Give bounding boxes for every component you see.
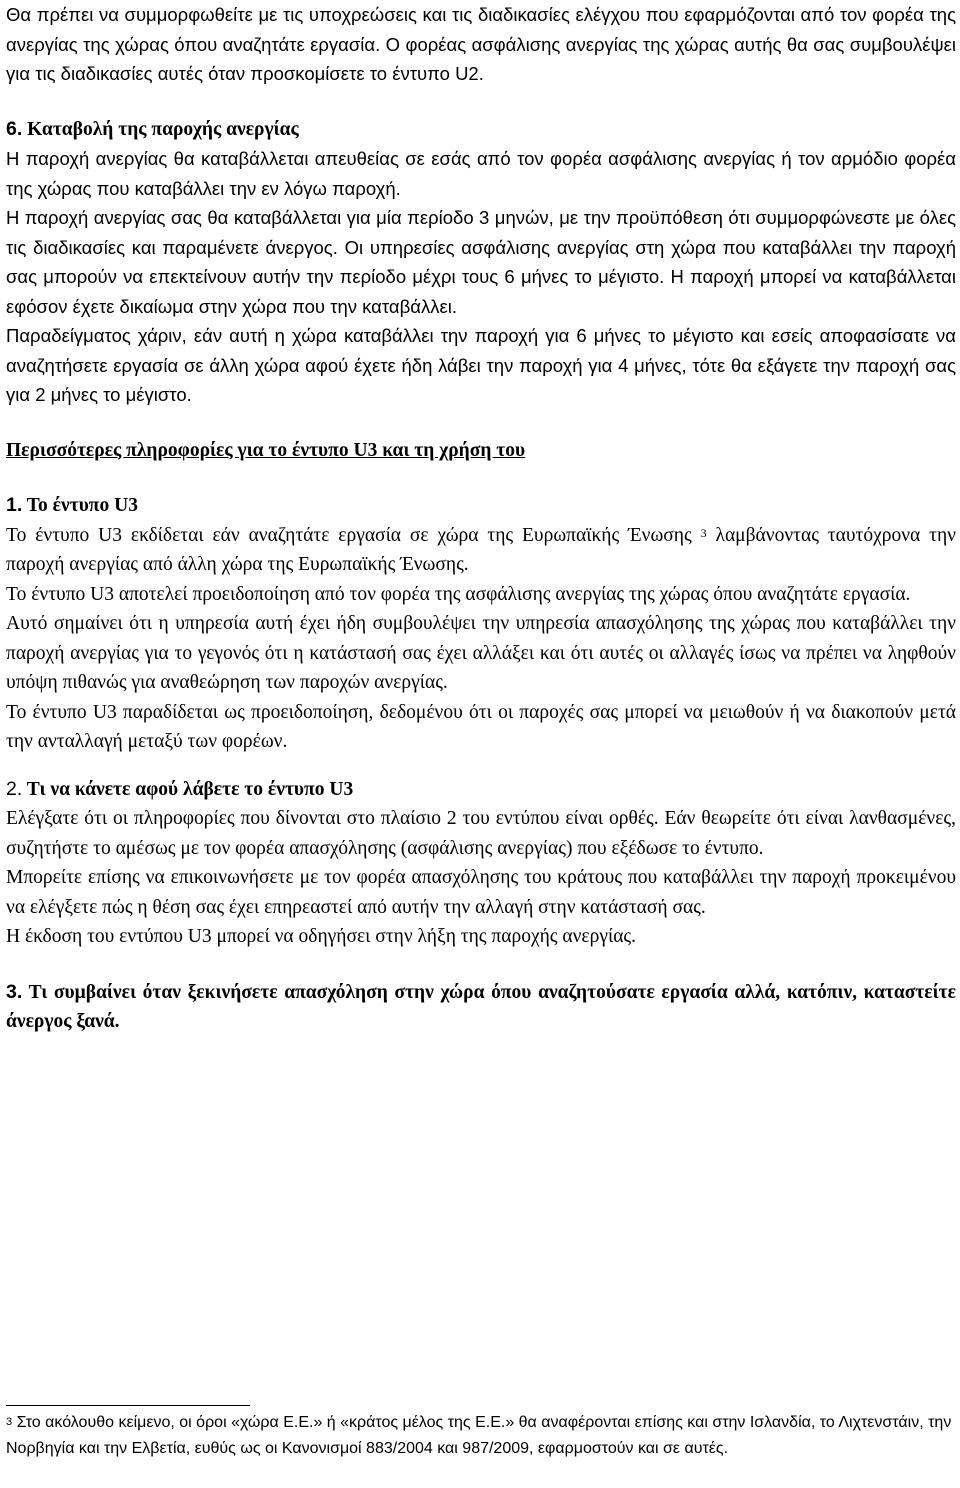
section-6-title: Καταβολή της παροχής ανεργίας xyxy=(27,118,299,140)
section-3-number: 3. xyxy=(6,980,23,1003)
section-3-heading xyxy=(6,978,956,1037)
section-1-title: Το έντυπο U3 xyxy=(26,495,138,516)
section-2-paragraph-2: Μπορείτε επίσης να επικοινωνήσετε με τον φορέα απασχόλησης του κράτους που καταβάλλει την παροχή προκειμένου να ελέγξετε πώς η θέση σας έχει επηρεαστεί από αυτήν την αλλαγή στην κατάστασή σας. xyxy=(6,867,956,918)
section-2-paragraph-1: Ελέγξατε ότι οι πληροφορίες που δίνονται στο πλαίσιο 2 του εντύπου είναι ορθές. Εάν θεωρείτε ότι είναι λανθασμένες, συζητήστε το αμέσως με τον φορέα απασχόλησης (ασφάλισης ανεργίας) που εξέδωσε το έντυπο. xyxy=(6,808,956,859)
section-1-paragraph-2: Το έντυπο U3 αποτελεί προειδοποίηση από τον φορέα της ασφάλισης ανεργίας της χώρας όπου αναζητάτε εργασία. xyxy=(6,583,911,605)
section-1-paragraph-4: Το έντυπο U3 παραδίδεται ως προειδοποίηση, δεδομένου ότι οι παροχές σας μπορεί να μειωθούν ή να διακοπούν μετά την ανταλλαγή μεταξύ των φορέων. xyxy=(6,701,956,752)
section-6-paragraph-2: Η παροχή ανεργίας σας θα καταβάλλεται για μία περίοδο 3 μηνών, με την προϋπόθεση ότι συμμορφώνεστε με όλες τις διαδικασίες και παραμένετε άνεργος. Οι υπηρεσίες ασφάλισης ανεργίας στη χώρα που καταβάλλει την παροχή σας μπορούν να επεκτείνουν αυτήν την περίοδο μέχρι τους 6 μήνες το μέγιστο. Η παροχή μπορεί να καταβάλλεται εφόσον έχετε δικαίωμα στην χώρα που την καταβάλλει. xyxy=(6,207,956,317)
section-1-paragraph-3: Αυτό σημαίνει ότι η υπηρεσία αυτή έχει ήδη συμβουλέψει την υπηρεσία απασχόλησης της χώρας που καταβάλλει την παροχή ανεργίας για το γεγονός ότι η κατάστασή σας έχει αλλάξει και ότι αυτές οι αλλαγές ίσως να πρέπει να ληφθούν υπόψη πιθανώς για αναθεώρηση των παροχών ανεργίας. xyxy=(6,613,956,693)
section-2-title: Τι να κάνετε αφού λάβετε το έντυπο U3 xyxy=(26,778,354,800)
section-3-title: Τι συμβαίνει όταν ξεκινήσετε απασχόληση στην χώρα όπου αναζητούσατε εργασία αλλά, κατόπιν, καταστείτε άνεργος ξανά. xyxy=(6,981,956,1032)
section-1-paragraph-1 xyxy=(6,521,956,580)
footnote xyxy=(6,1410,956,1462)
footnote-marker: 3 xyxy=(6,1416,13,1428)
section-2-paragraph-3: Η έκδοση του εντύπου U3 μπορεί να οδηγήσει στην λήξη της παροχής ανεργίας. xyxy=(6,926,637,947)
section-6-heading xyxy=(6,115,956,145)
section-6-paragraph-3: Παραδείγματος χάριν, εάν αυτή η χώρα καταβάλλει την παροχή για 6 μήνες το μέγιστο και εσείς αποφασίσατε να αναζητήσετε εργασία σε άλλη χώρα αφού έχετε ήδη λάβει την παροχή για 4 μήνες, τότε θα εξάγετε την παροχή σας για 2 μήνες το μέγιστο. xyxy=(6,325,956,405)
section-2-heading xyxy=(6,775,956,805)
footnote-divider xyxy=(6,1405,250,1406)
section-6-paragraph-1: Η παροχή ανεργίας θα καταβάλλεται απευθείας σε εσάς από τον φορέα ασφάλισης ανεργίας ή τον αρμόδιο φορέα της χώρας που καταβάλλει την εν λόγω παροχή. xyxy=(6,148,956,199)
intro-paragraph: Θα πρέπει να συμμορφωθείτε με τις υποχρεώσεις και τις διαδικασίες ελέγχου που εφαρμόζονται από τον φορέα της ανεργίας της χώρας όπου αναζητάτε εργασία. Ο φορέας ασφάλισης ανεργίας της χώρας αυτής θα σας συμβουλέψει για τις διαδικασίες αυτές όταν προσκομίσετε το έντυπο U2. xyxy=(6,4,956,84)
section-1-paragraph-1-tail: λαμβάνοντας ταυτόχρονα την παροχή ανεργίας από άλλη χώρα της Ευρωπαϊκής Ένωσης. xyxy=(6,524,957,575)
section-2-number: 2. xyxy=(6,777,23,800)
more-info-heading: Περισσότερες πληροφορίες για το έντυπο U3 και τη χρήση του xyxy=(6,439,526,461)
section-1-number: 1. xyxy=(6,494,23,516)
document-page xyxy=(6,0,957,1457)
footnote-reference[interactable]: 3 xyxy=(700,525,707,540)
section-1-heading xyxy=(6,491,956,521)
section-1-paragraph-1-text: Το έντυπο U3 εκδίδεται εάν αναζητάτε εργασία σε χώρα της Ευρωπαϊκής Ένωσης xyxy=(6,524,692,546)
footnote-text: Στο ακόλουθο κείμενο, οι όροι «χώρα Ε.Ε.» ή «κράτος μέλος της Ε.Ε.» θα αναφέρονται επίσης και στην Ισλανδία, το Λιχτενστάιν, την Νορβηγία και την Ελβετία, ευθύς ως οι Κανονισμοί 883/2004 και 987/2009, εφαρμοστούν και σε αυτές. xyxy=(6,1414,952,1457)
section-6-number: 6. xyxy=(6,117,23,140)
